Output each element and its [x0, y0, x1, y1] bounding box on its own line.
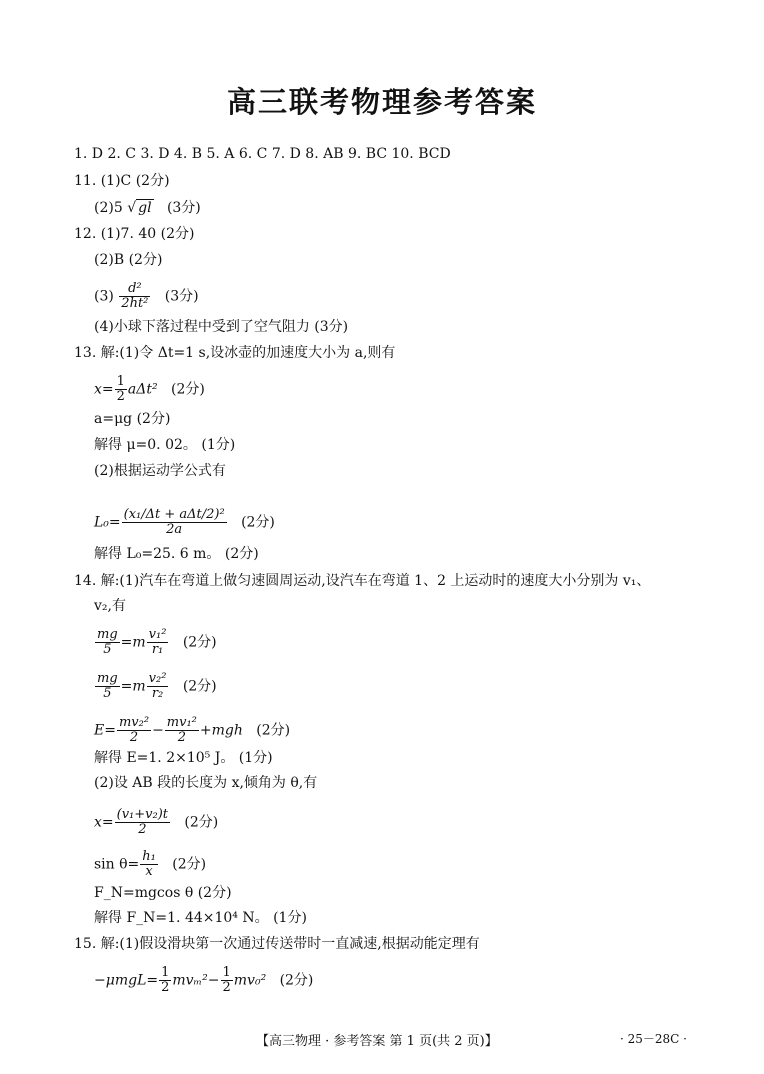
- fraction: $\frac{\text{mv₂²}}{2}$: [118, 715, 150, 745]
- q11-line2: (2)5 √ gl (3分): [94, 200, 201, 216]
- fraction: $\frac{\text{v₁²}}{\text{r₁}}$: [148, 627, 167, 657]
- page-footer: 【高三物理 · 参考答案 第 1 页(共 2 页)】: [256, 1034, 498, 1049]
- q14-line7: (2)设 AB 段的长度为 x,倾角为 θ,有: [94, 775, 318, 791]
- q14-line6: 解得 E=1. 2×10⁵ J。 (1分): [94, 750, 273, 766]
- q13-line6: L₀= $\frac{\text{(x₁/Δt + aΔt/2)²}}{2a}$ (2分): [94, 507, 275, 537]
- q15-line2: −μmgL= $\frac{1}{2}$ mvₘ²− $\frac{1}{2}$ mv₀² (2分): [94, 965, 314, 995]
- q12-line2: (2)B (2分): [94, 252, 163, 268]
- fraction: $\frac{\text{mv₁²}}{2}$: [166, 715, 197, 745]
- doc-code: · 25－28C ·: [620, 1032, 687, 1046]
- q13-line4: 解得 μ=0. 02。 (1分): [94, 437, 236, 453]
- q12-line1: 12. (1)7. 40 (2分): [74, 226, 195, 242]
- mc-answers: 1. D 2. C 3. D 4. B 5. A 6. C 7. D 8. AB 9. BC 10. BCD: [74, 146, 451, 162]
- fraction: $\frac{1}{2}$: [161, 965, 170, 995]
- fraction: $\frac{\text{v₂²}}{\text{r₂}}$: [148, 671, 167, 701]
- q12-line3: (3) $\frac{\text{d²}}{\text{2ht²}}$ (3分): [94, 281, 199, 311]
- fraction: $\frac{\text{(x₁/Δt + aΔt/2)²}}{2a}$: [123, 507, 225, 537]
- q13-line5: (2)根据运动学公式有: [94, 463, 226, 479]
- q11-line1: 11. (1)C (2分): [74, 173, 170, 189]
- q14-line10: F_N=mgcos θ (2分): [94, 885, 232, 901]
- fraction: $\frac{\text{h₁}}{x}$: [142, 849, 156, 879]
- q14-line3: $\frac{mg}{5}$ =m $\frac{\text{v₁²}}{\text{r₁}}$ (2分): [97, 627, 217, 657]
- q13-line1: 13. 解:(1)令 Δt=1 s,设冰壶的加速度大小为 a,则有: [74, 345, 396, 361]
- q13-line7: 解得 L₀=25. 6 m。 (2分): [94, 546, 259, 562]
- page-title: 高三联考物理参考答案: [226, 85, 537, 119]
- q15-line1: 15. 解:(1)假设滑块第一次通过传送带时一直减速,根据动能定理有: [74, 936, 480, 952]
- q13-line2: x= $\frac{1}{2}$ aΔt² (2分): [94, 374, 205, 404]
- q14-line9: sin θ= $\frac{\text{h₁}}{x}$ (2分): [94, 849, 207, 879]
- fraction: $\frac{1}{2}$: [116, 374, 125, 404]
- q14-line1: 14. 解:(1)汽车在弯道上做匀速圆周运动,设汽车在弯道 1、2 上运动时的速度大小分别为 v₁、: [74, 573, 651, 589]
- fraction: $\frac{mg}{5}$: [97, 671, 118, 701]
- q14-line2: v₂,有: [94, 598, 126, 614]
- q14-line4: $\frac{mg}{5}$ =m $\frac{\text{v₂²}}{\text{r₂}}$ (2分): [97, 671, 217, 701]
- sqrt-expression: √ gl: [127, 200, 152, 216]
- q14-line5: E= $\frac{\text{mv₂²}}{2}$ − $\frac{\text{mv₁²}}{2}$ +mgh (2分): [94, 715, 291, 745]
- fraction: $\frac{\text{d²}}{\text{2ht²}}$: [121, 281, 149, 311]
- fraction: $\frac{mg}{5}$: [97, 627, 118, 657]
- q12-line4: (4)小球下落过程中受到了空气阻力 (3分): [94, 319, 349, 335]
- q14-line8: x= $\frac{\text{(v₁+v₂)t}}{2}$ (2分): [94, 807, 219, 837]
- fraction: $\frac{\text{(v₁+v₂)t}}{2}$: [116, 807, 169, 837]
- q13-line3: a=μg (2分): [94, 411, 171, 427]
- q14-line11: 解得 F_N=1. 44×10⁴ N。 (1分): [94, 910, 307, 926]
- fraction: $\frac{1}{2}$: [222, 965, 231, 995]
